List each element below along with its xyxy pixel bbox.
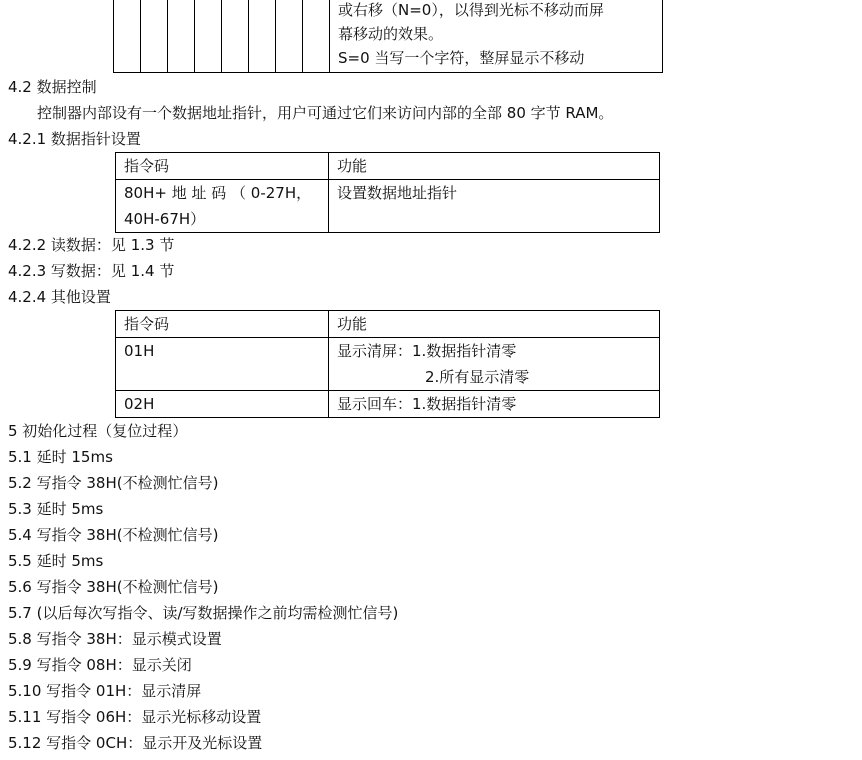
desc-line: S=0 当写一个字符，整屏显示不移动 [338, 49, 585, 67]
section-heading-4-2-4: 4.2.4 其他设置 [8, 288, 111, 306]
function-cell [329, 338, 660, 391]
table-row [116, 180, 660, 233]
init-step: 5.7 (以后每次写指令、读/写数据操作之前均需检测忙信号) [8, 604, 399, 622]
table-header-function: 功能 [329, 153, 660, 180]
init-step: 5.3 延时 5ms [8, 500, 104, 518]
bit-cell [195, 0, 222, 73]
function-cell [329, 180, 660, 233]
section-heading-4-2-3: 4.2.3 写数据：见 1.4 节 [8, 262, 175, 280]
bit-cell [249, 0, 276, 73]
init-step: 5.2 写指令 38H(不检测忙信号) [8, 474, 219, 492]
init-step: 5.4 写指令 38H(不检测忙信号) [8, 526, 219, 544]
init-step: 5.1 延时 15ms [8, 448, 113, 466]
table-header-code: 指令码 [116, 311, 329, 338]
init-step: 5.6 写指令 38H(不检测忙信号) [8, 578, 219, 596]
section-intro-4-2: 控制器内部设有一个数据地址指针，用户可通过它们来访问内部的全部 80 字节 RAM。 [37, 104, 614, 122]
continued-table-fragment [113, 0, 663, 73]
section-heading-5: 5 初始化过程（复位过程） [8, 422, 188, 440]
bit-cell [303, 0, 330, 73]
desc-line: 或右移（N=0），以得到光标不移动而屏 [338, 1, 604, 19]
init-step: 5.12 写指令 0CH：显示开及光标设置 [8, 734, 263, 752]
code-line: 40H-67H） [124, 210, 206, 228]
init-step: 5.9 写指令 08H：显示关闭 [8, 656, 192, 674]
function-line: 显示回车：1.数据指针清零 [337, 395, 517, 413]
desc-line: 幕移动的效果。 [338, 25, 444, 43]
bit-cell [168, 0, 195, 73]
function-line: 显示清屏：1.数据指针清零 [337, 342, 517, 360]
other-settings-table [115, 310, 660, 418]
section-heading-4-2: 4.2 数据控制 [8, 78, 97, 96]
section-heading-4-2-2: 4.2.2 读数据：见 1.3 节 [8, 236, 175, 254]
function-cell [329, 391, 660, 418]
code-cell [116, 338, 329, 391]
table-row [116, 391, 660, 418]
function-line: 设置数据地址指针 [337, 184, 458, 202]
table-header-code: 指令码 [116, 153, 329, 180]
data-pointer-table [115, 152, 660, 233]
init-step: 5.5 延时 5ms [8, 552, 104, 570]
bit-cell [114, 0, 141, 73]
table-header-function: 功能 [329, 311, 660, 338]
bit-cell [276, 0, 303, 73]
init-step: 5.10 写指令 01H：显示清屏 [8, 682, 202, 700]
code-line: 01H [124, 342, 155, 360]
init-step: 5.11 写指令 06H：显示光标移动设置 [8, 708, 262, 726]
code-line: 02H [124, 395, 155, 413]
section-heading-4-2-1: 4.2.1 数据指针设置 [8, 130, 141, 148]
init-step: 5.8 写指令 38H：显示模式设置 [8, 630, 222, 648]
table-row [116, 338, 660, 391]
function-line: 2.所有显示清零 [425, 368, 530, 386]
code-line: 80H+ 地 址 码 （ 0-27H， [124, 184, 312, 202]
description-cell [330, 0, 663, 73]
code-cell [116, 391, 329, 418]
bit-cell [222, 0, 249, 73]
code-cell [116, 180, 329, 233]
bit-cell [141, 0, 168, 73]
